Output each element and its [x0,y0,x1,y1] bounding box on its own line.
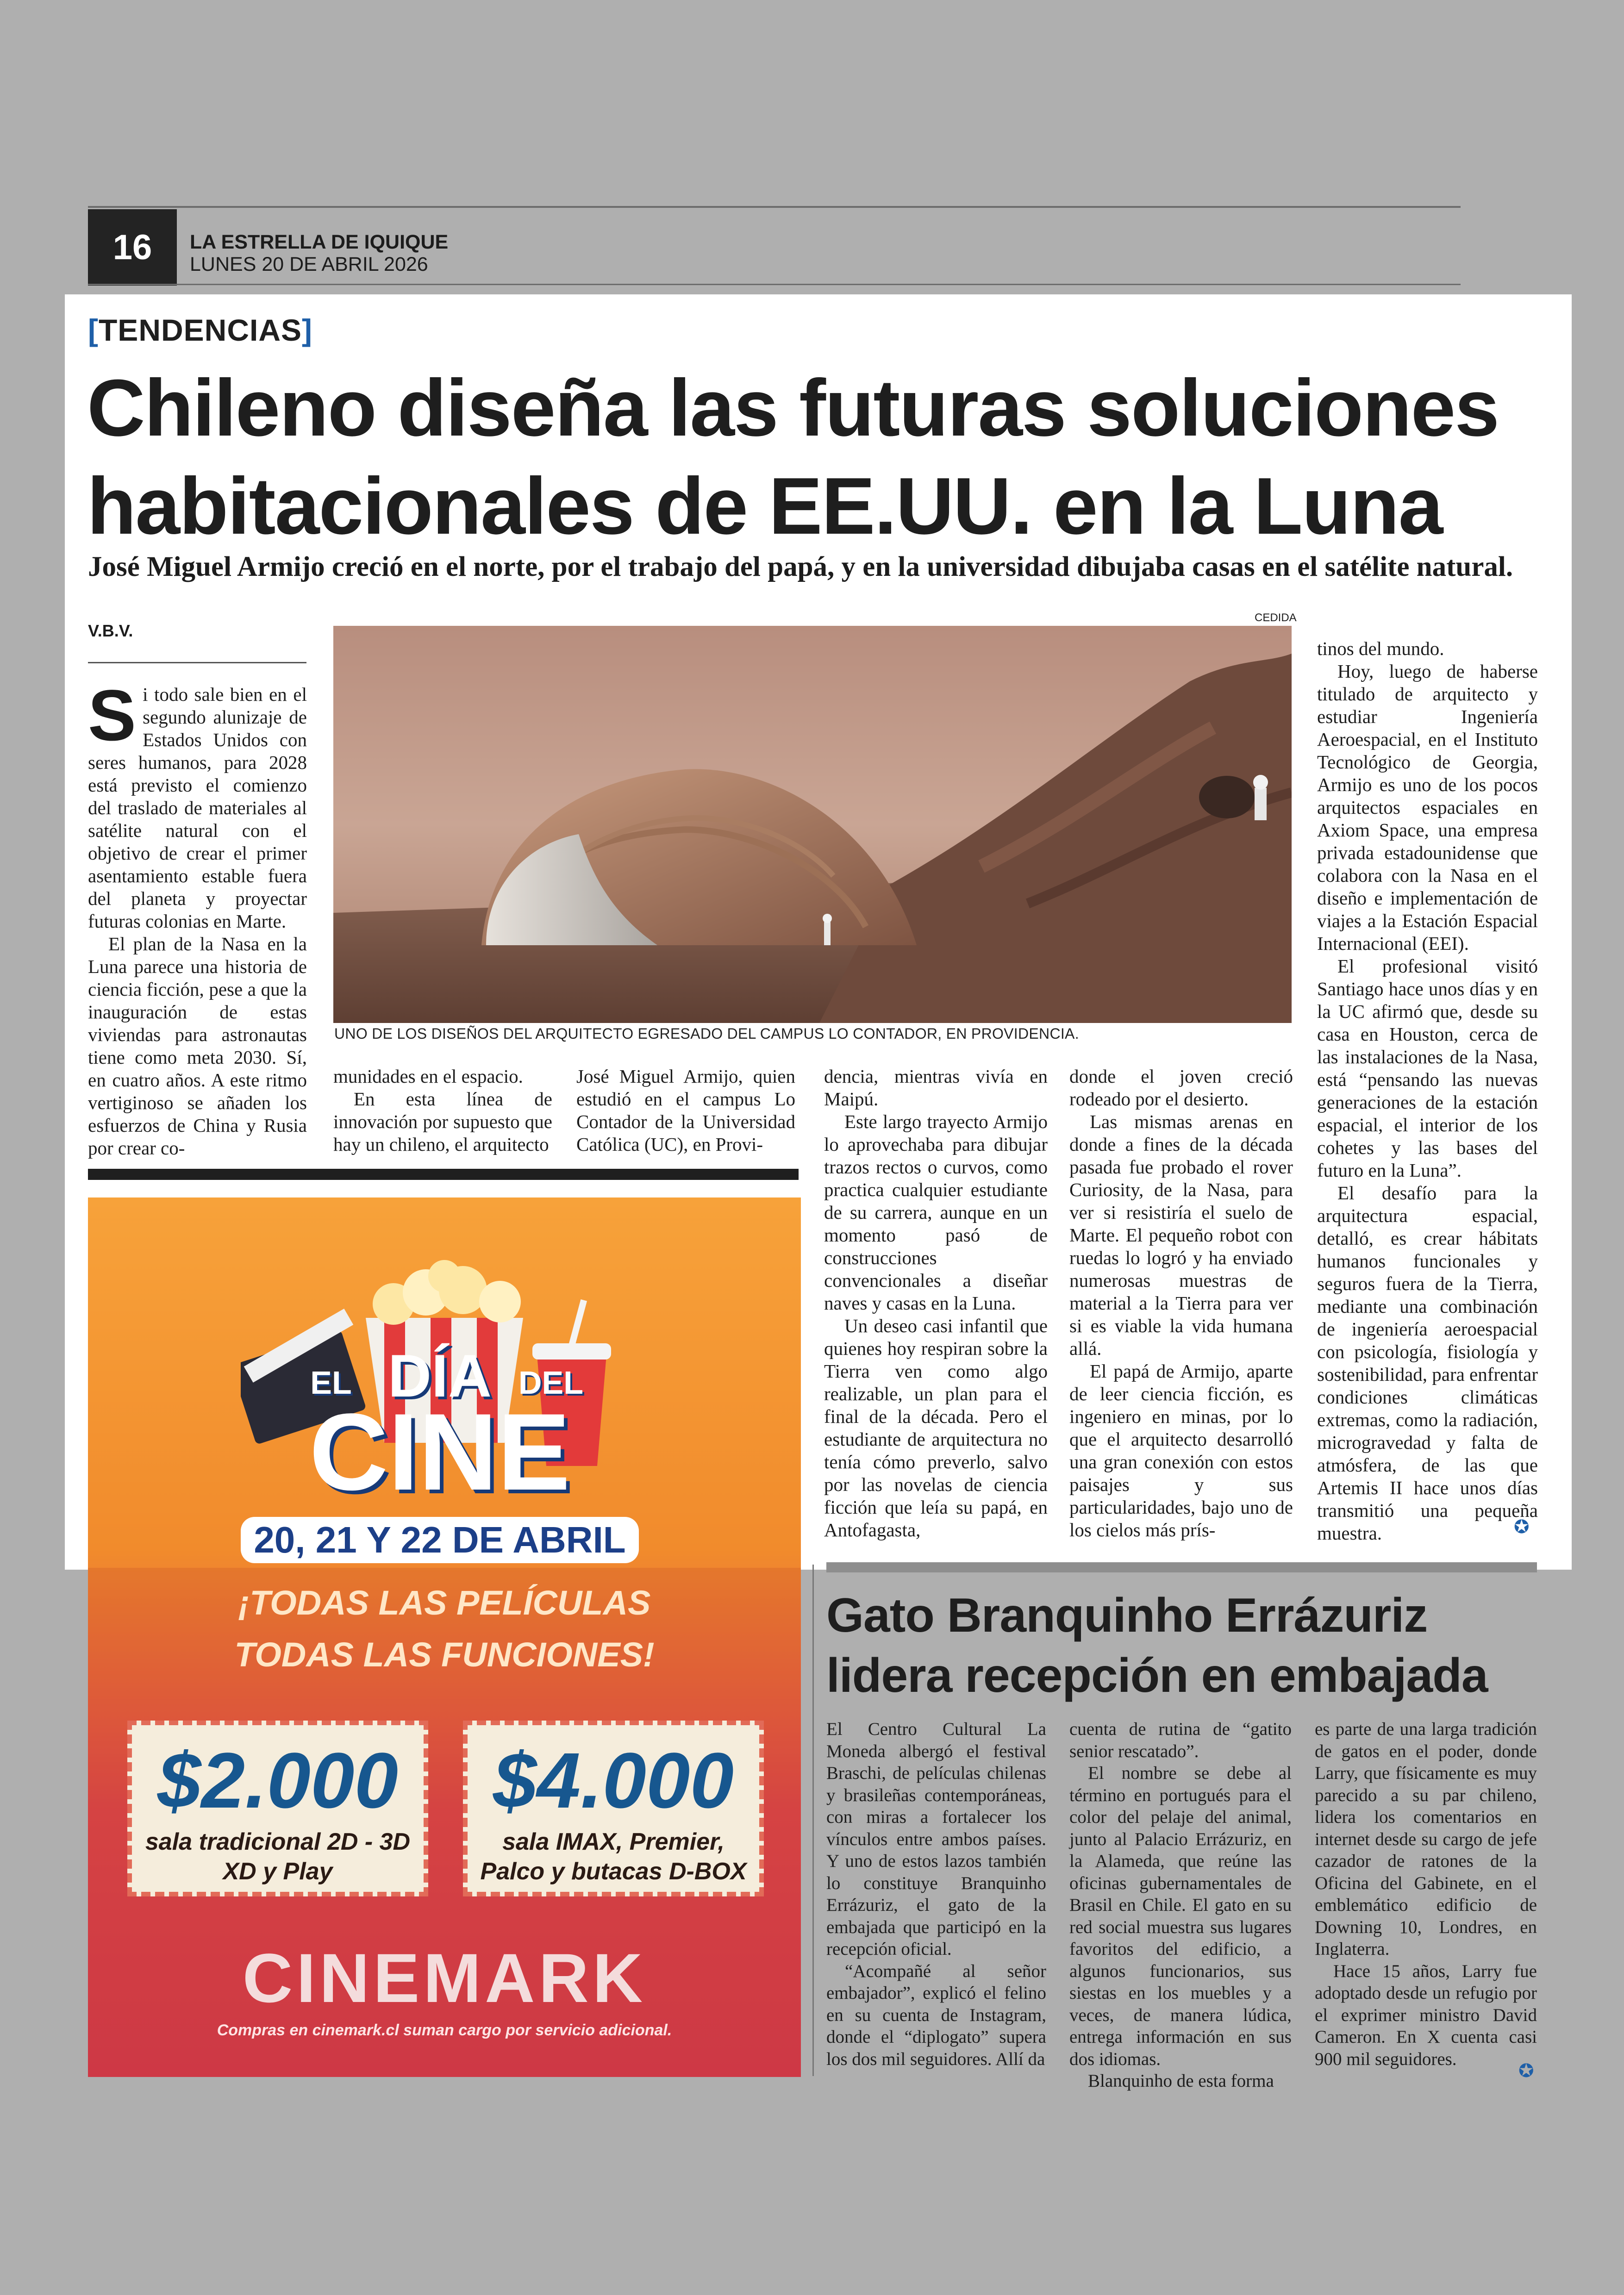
end-mark-icon: ✪ [1514,1516,1530,1537]
drop-cap: S [88,675,137,756]
price-standard: $2.000 [157,1737,398,1825]
article-column-1: Si todo sale bien en el segundo alunizaje de Estados Unidos con seres humanos, para 2028 está previsto el comienzo del traslado de materiales al satélite natural con el objetivo de crear el primer asentamiento estable fuera del planeta y proyectar futuras colonias en Marte. El plan de la Nasa en la Luna parece una historia de ciencia ficción, pese a que la inauguración de estas viviendas para astronautas tiene como meta 2030. Sí, en cuatro años. A este ritmo vertiginoso se añaden los esfuerzos de China y Rusia por crear co- [88,675,307,1159]
article-column-2: munidades en el espacio. En esta línea de innovación por supuesto que hay un chileno, el arquitecto [333,1066,552,1155]
ad-footer-note: Compras en cinemark.cl suman cargo por servicio adicional. [217,2021,672,2039]
ad-tagline: ¡TODAS LAS PELÍCULAS TODAS LAS FUNCIONES! [234,1584,655,1674]
photo-credit: CEDIDA [1255,611,1297,624]
byline: V.B.V. [88,621,133,640]
section-label: [TENDENCIAS] [88,313,313,347]
article2-column-3: es parte de una larga tradición de gatos en el poder, donde Larry, que físicamente es muy parecido a su par chileno, lidera los comentarios en internet desde su cargo de jefe cazador de ratones de la Oficina del Gabinete, en el emblemático edificio de Downing 10, Londres, en Inglaterra. Hace 15 años, Larry fue adoptado desde un refugio por el exprimer ministro David Cameron. En X cuenta casi 900 mil seguidores. [1315,1719,1537,2069]
issue-date: LUNES 20 DE ABRIL 2026 [190,253,428,275]
article2-top-rule [826,1562,1537,1572]
price-premium: $4.000 [493,1737,734,1825]
photo-caption: UNO DE LOS DISEÑOS DEL ARQUITECTO EGRESADO DEL CAMPUS LO CONTADOR, EN PROVIDENCIA. [334,1025,1079,1042]
byline-rule [88,662,306,663]
header-rule-bottom [88,284,1461,285]
article2-column-1: El Centro Cultural La Moneda albergó el festival Braschi, de películas chilenas y brasileñas contemporáneas, con miras a fortalecer los vínculos entre ambos países. Y uno de estos lazos también lo constituye Branquinho Errázuriz, el gato de la embajada que participó en la recepción oficial. “Acompañé al señor embajador”, explicó el felino en su cuenta de Instagram, donde el “diplogato” supera los dos mil seguidores. Allí da [826,1719,1046,2069]
article-column-5: donde el joven creció rodeado por el desierto. Las mismas arenas en donde a fines de la década pasada fue probado el rover Curiosity, de la Nasa, para ver si resistiría el suelo de Marte. El pequeño robot con ruedas lo logró y ha enviado numerosas muestras de material a la Tierra para ver si es viable la vida humana allá. El papá de Armijo, aparte de leer ciencia ficción, es ingeniero en minas, por lo que el arquitecto desarrolló una gran conexión con estos paisajes y sus particularidades, bajo uno de los cielos más prís- [1069,1066,1293,1540]
ad-event-dia: DÍA [388,1342,492,1409]
moon-habitat-photo [333,626,1292,1023]
article2-column-2: cuenta de rutina de “gatito senior rescatado”. El nombre se debe al término en portugués para el color del pelaje del animal, junto al Palacio Errázuriz, en la Alameda, que reúne las oficinas gubernamentales de Brasil en Chile. El gato en su red social muestra sus lugares favoritos del edificio, a algunos funcionarios, sus siestas en los muebles y a veces, de manera lúdica, entrega información en sus dos idiomas. Blanquinho de esta forma [1069,1719,1292,2091]
article-deck: José Miguel Armijo creció en el norte, por el trabajo del papá, y en la universidad dibujaba casas en el satélite natural. [88,551,1513,582]
article2-headline: Gato Branquinho Errázuriz lidera recepción en embajada [826,1589,1488,1703]
ad-event-el: EL [310,1365,352,1401]
article-column-6: tinos del mundo. Hoy, luego de haberse titulado de arquitecto y estudiar Ingeniería Aeroespacial, en el Instituto Tecnológico de Georgia, Armijo es uno de los pocos arquitectos espaciales en Axiom Space, una empresa privada estadounidense que colabora con la Nasa en el diseño e implementación de viajes a la Estación Espacial Internacional (EEI). El profesional visitó Santiago hace unos días y en la UC afirmó que, desde su casa en Houston, cerca de las instalaciones de la Nasa, está “pensando las nuevas generaciones de la estación espacial, el interior de los cohetes y las bases del futuro en la Luna”. El desafío para la arquitectura espacial, detalló, es crear hábitats humanos funcionales y seguros fuera de la Tierra, mediante una combinación de ingeniería aeroespacial con psicología, fisiología y sostenibilidad, para enfrentar condiciones climáticas extremas, como la radiación, microgravedad y falta de atmósfera, de las que Artemis II hace unos días transmitió una pequeña muestra. [1317,638,1538,1544]
header-rule-top [88,206,1461,208]
ad-event-cine: CINE [309,1391,570,1513]
ad-event-dates: 20, 21 Y 22 DE ABRIL [241,1517,639,1563]
article-column-3: José Miguel Armijo, quien estudió en el campus Lo Contador de la Universidad Católica (UC), en Provi- [576,1066,795,1155]
ad-event-del: DEL [518,1365,583,1401]
end-mark-icon: ✪ [1518,2060,1534,2081]
column-divider [812,1565,814,2076]
cinemark-logo: CINEMARK [242,1939,647,2017]
article-headline: Chileno diseña las futuras soluciones habitacionales de EE.UU. en la Luna [87,362,1499,551]
price-ticket-standard: $2.000 sala tradicional 2D - 3D XD y Play [127,1721,428,1896]
price-ticket-premium: $4.000 sala IMAX, Premier, Palco y butacas D-BOX [463,1721,764,1896]
page-number: 16 [88,209,177,286]
article-column-4: dencia, mientras vivía en Maipú. Este largo trayecto Armijo lo aprovechaba para dibujar trazos rectos o curvos, como practica cualquier estudiante de su carrera, aunque en un momento pasó de construcciones convencionales a diseñar naves y casas en la Luna. Un deseo casi infantil que quienes hoy respiran sobre la Tierra ven como algo realizable, un plan para el final de la década. Pero el estudiante de arquitectura no tenía cómo preverlo, salvo por las novelas de ciencia ficción que leía su papá, en Antofagasta, [824,1066,1048,1540]
cinemark-advertisement [88,1197,801,2077]
newspaper-name: LA ESTRELLA DE IQUIQUE [190,231,449,253]
section-divider [88,1169,799,1180]
